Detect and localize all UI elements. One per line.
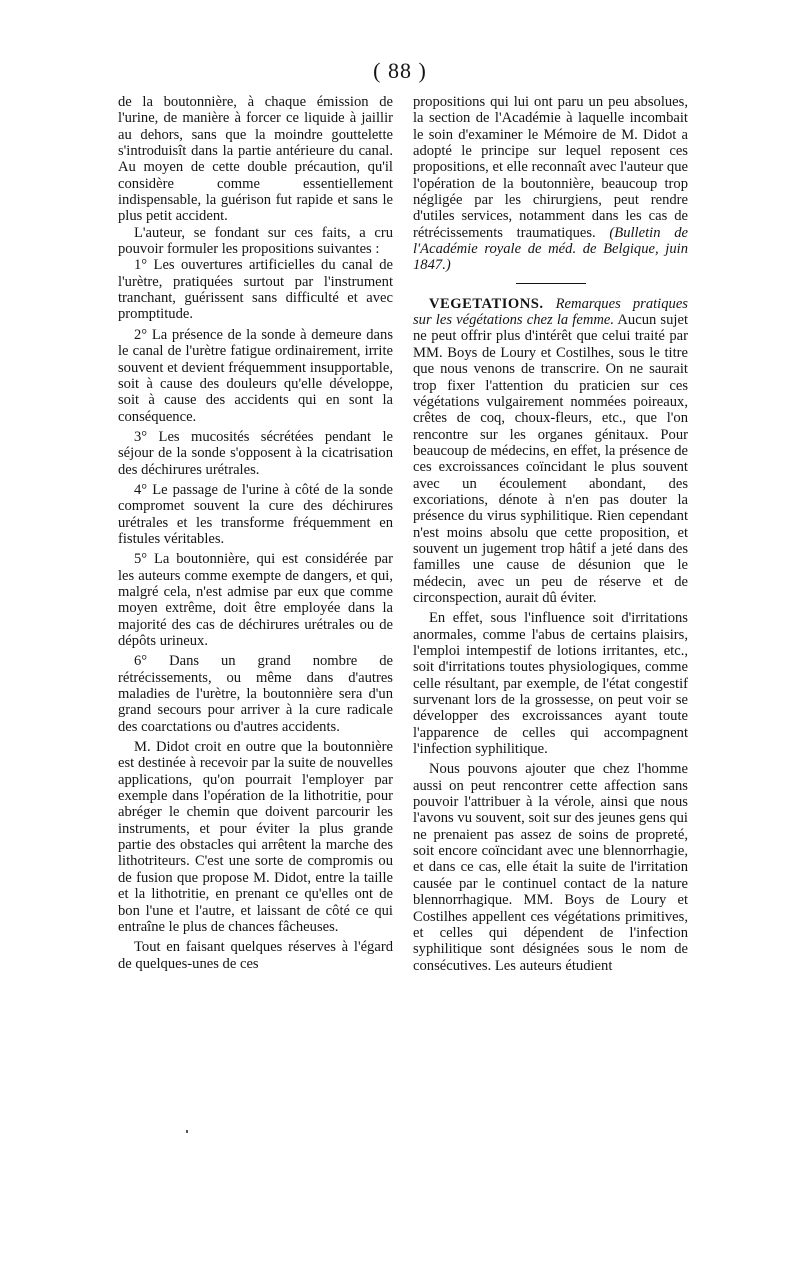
proposition-2: 2° La présence de la sonde à demeure dans le canal de l'urètre fatigue ordinairement, irrite souvent et devient fréquemment insupportable, soit à cause des douleurs qu'elle développe, soit à cause des accidents qui en sont la conséquence. [118,326,393,425]
proposition-5: 5° La boutonnière, qui est considérée par les auteurs comme exempte de dangers, et qui, malgré cela, n'est admise par eux que comme moyen extrême, doit être employée dans la majorité des cas de déchirures urétrales ou de dépôts urineux. [118,551,393,649]
page-number: ( 88 ) [373,58,427,83]
proposition-1: 1° Les ouvertures artificielles du canal de l'urètre, pratiquées surtout par l'instrument tranchant, guérissent sans difficulté et avec promptitude. [118,257,393,323]
right-column [413,94,688,974]
section-intro [413,296,688,607]
paragraph: Nous pouvons ajouter que chez l'homme aussi on peut rencontrer cette affection sans pouvoir l'attribuer à la vérole, ainsi que nous l'avons vu souvent, soit sur des jeunes gens qui ne prenaient pas assez de soins de propreté, soit encore coïncidant avec une blennorrhagie, et dans ce cas, elle était la suite de l'irritation causée par le continuel contact de la nature blennorrhagique. MM. Boys de Loury et Costilhes appellent ces végétations primitives, et celles qui dépendent de l'infection syphilitique sont désignées sous le nom de consécutives. Les auteurs étudient [413,761,688,974]
section-subtitle: Remarques pratiques sur les végétations chez la femme. [413,295,688,329]
print-speck [186,1130,188,1133]
proposition-6: 6° Dans un grand nombre de rétrécissements, ou même dans d'autres maladies de l'urètre, la boutonnière sera d'un grand secours pour arriver à la cure radicale des coarctations ou d'autres accidents. [118,653,393,735]
section-heading: VEGETATIONS. [429,295,544,312]
proposition-3: 3° Les mucosités sécrétées pendant le séjour de la sonde s'opposent à la cicatrisation des déchirures urétrales. [118,428,393,478]
section-divider [516,283,586,284]
continuation-text: propositions qui lui ont paru un peu absolues, la section de l'Académie à laquelle incombait le soin d'examiner le Mémoire de M. Didot a adopté le principe sur lequel reposent ces propositions, et elle reconnaît avec l'auteur que l'opération de la boutonnière, beaucoup trop négligée par les chirurgiens, peut rendre d'utiles services, notamment dans les cas de rétrécissements traumatiques. [413,94,688,241]
paragraph [413,94,688,274]
paragraph: L'auteur, se fondant sur ces faits, a cru pouvoir formuler les propositions suivantes : [118,224,393,258]
section-intro-text: Aucun sujet ne peut offrir plus d'intérêt que celui traité par MM. Boys de Loury et Costilhes, sous le titre que nous venons de transcrire. On ne saurait trop fixer l'attention du praticien sur ces végétations vulgairement nommées poireaux, crêtes de coq, choux-fleurs, etc., que l'on rencontre sur les organes génitaux. Pour beaucoup de médecins, en effet, la présence de ces excroissances coïncidant le plus souvent avec un écoulement abondant, des excoriations, dénote à n'en pas douter la présence du virus syphilitique. Rien cependant n'est moins absolu que cette proposition, et souvent un jugement trop hâtif a jeté dans des familles une cause de désunion que le médecin, avec un peu de réserve et de circonspection, aurait dû éviter. [413,312,689,606]
bulletin-citation: (Bulletin de l'Académie royale de méd. de Belgique, juin 1847.) [413,224,688,274]
left-column [118,94,393,972]
paragraph: Tout en faisant quelques réserves à l'égard de quelques-unes de ces [118,939,393,972]
proposition-4: 4° Le passage de l'urine à côté de la sonde compromet souvent la cure des déchirures urétrales et les transforme fréquemment en fistules véritables. [118,481,393,547]
paragraph: M. Didot croit en outre que la boutonnière est destinée à recevoir par la suite de nouvelles applications, qu'on pourrait l'employer par exemple dans l'opération de la lithotritie, pour abréger le chemin que doivent parcourir les instruments, et pour éviter la plus grande partie des obstacles qui arrêtent la marche des lithotriteurs. C'est une sorte de compromis ou de fusion que propose M. Didot, entre la taille et la lithotritie, en prenant ce qu'elles ont de bon l'une et l'autre, et laissant de côté ce qui entraîne le plus de chances fâcheuses. [118,739,393,935]
paragraph: de la boutonnière, à chaque émission de l'urine, de manière à forcer ce liquide à jaillir au dehors, sans que la moindre gouttelette s'introduisît dans la partie antérieure du canal. Au moyen de cette double précaution, qu'il considère comme essentiellement indispensable, la guérison fut rapide et sans le plus petit accident. [118,94,393,225]
paragraph: En effet, sous l'influence soit d'irritations anormales, comme l'abus de certains plaisirs, l'emploi intempestif de lotions irritantes, etc., soit d'irritations toutes physiologiques, comme celle résultant, par exemple, de l'état congestif survenant lors de la grossesse, on peut voir se développer des excroissances ayant toute l'apparence de celles qui accompagnent l'infection syphilitique. [413,610,688,758]
